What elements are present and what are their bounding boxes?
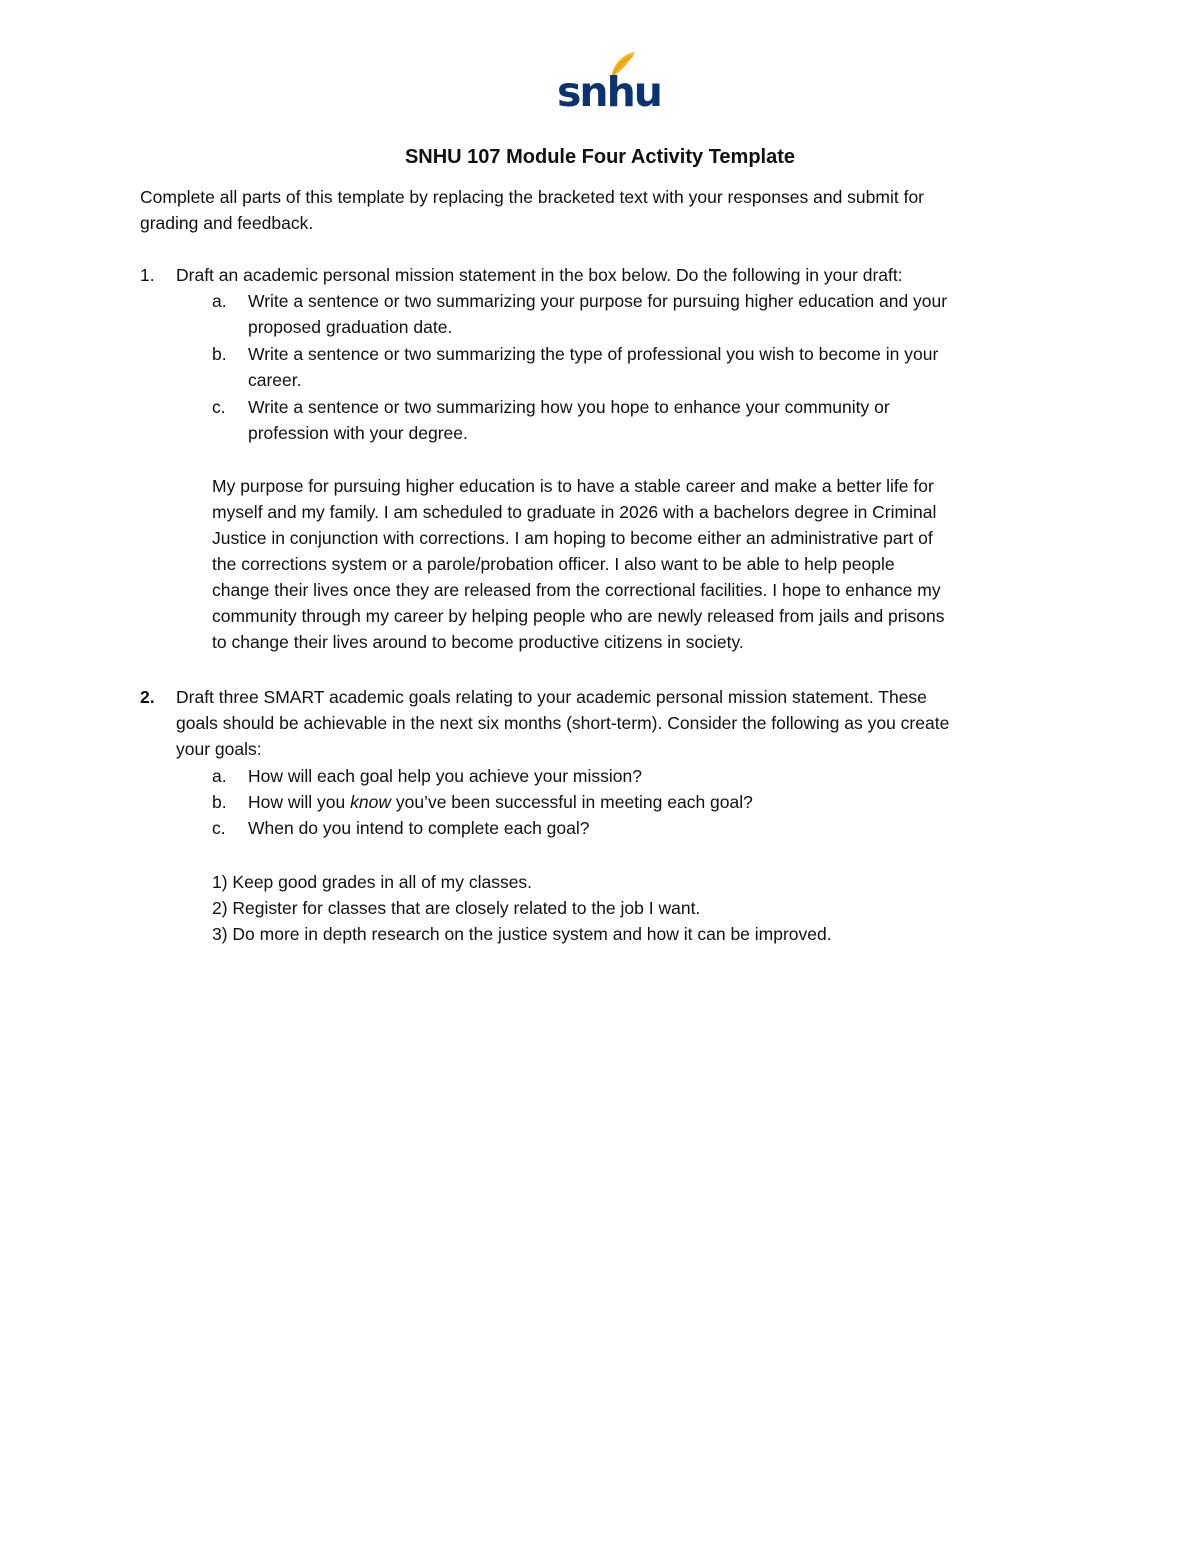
list-item-line: proposed graduation date.	[248, 317, 453, 337]
mission-statement-response	[212, 473, 944, 655]
list-letter: c.	[212, 818, 226, 838]
list-letter: a.	[212, 766, 227, 786]
list-item: When do you intend to complete each goal?	[248, 818, 590, 838]
section-1-number: 1.	[140, 265, 155, 285]
goal-line: 3) Do more in depth research on the justice system and how it can be improved.	[212, 924, 832, 944]
intro-line: Complete all parts of this template by replacing the bracketed text with your responses and submit for	[140, 187, 925, 207]
list-letter: b.	[212, 344, 227, 364]
response-line: the corrections system or a parole/probation officer. I also want to be able to help people	[212, 554, 895, 574]
list-item	[248, 288, 947, 340]
list-item-line: career.	[248, 370, 302, 390]
list-letter: c.	[212, 397, 226, 417]
list-item-line: Write a sentence or two summarizing the type of professional you wish to become in your	[248, 344, 939, 364]
intro-line: grading and feedback.	[140, 213, 314, 233]
logo-wordmark: snhu	[557, 68, 661, 116]
section-1-prompt: Draft an academic personal mission statement in the box below. Do the following in your draft:	[176, 265, 903, 285]
goal-line: 1) Keep good grades in all of my classes.	[212, 872, 533, 892]
list-letter: a.	[212, 291, 227, 311]
list-item: How will each goal help you achieve your mission?	[248, 766, 642, 786]
prompt-line: Draft three SMART academic goals relating to your academic personal mission statement. These	[176, 687, 927, 707]
list-item	[248, 394, 890, 446]
list-item-line: Write a sentence or two summarizing your purpose for pursuing higher education and your	[248, 291, 948, 311]
section-2-prompt	[176, 684, 949, 762]
emphasis-text: know	[350, 792, 391, 812]
prompt-line: your goals:	[176, 739, 262, 759]
snhu-logo	[553, 50, 661, 116]
response-line: community through my career by helping people who are newly released from jails and prisons	[212, 606, 945, 626]
smart-goals-response	[212, 869, 832, 947]
list-item-line: Write a sentence or two summarizing how you hope to enhance your community or	[248, 397, 890, 417]
response-line: change their lives once they are released from the correctional facilities. I hope to enhance my	[212, 580, 941, 600]
response-line: Justice in conjunction with corrections. I am hoping to become either an administrative part of	[212, 528, 933, 548]
list-letter: b.	[212, 792, 227, 812]
response-line: to change their lives around to become productive citizens in society.	[212, 632, 744, 652]
response-line: myself and my family. I am scheduled to graduate in 2026 with a bachelors degree in Criminal	[212, 502, 937, 522]
section-2-number: 2.	[140, 687, 155, 707]
response-line: My purpose for pursuing higher education is to have a stable career and make a better life for	[212, 476, 934, 496]
list-item-text: you’ve been successful in meeting each goal?	[390, 792, 753, 812]
page-title: SNHU 107 Module Four Activity Template	[404, 146, 796, 168]
intro-paragraph	[140, 184, 924, 236]
list-item-text: How will you	[248, 792, 351, 812]
list-item	[248, 789, 753, 815]
prompt-line: goals should be achievable in the next six months (short-term). Consider the following as you create	[176, 713, 950, 733]
list-item	[248, 341, 938, 393]
list-item-line: profession with your degree.	[248, 423, 468, 443]
goal-line: 2) Register for classes that are closely related to the job I want.	[212, 898, 701, 918]
